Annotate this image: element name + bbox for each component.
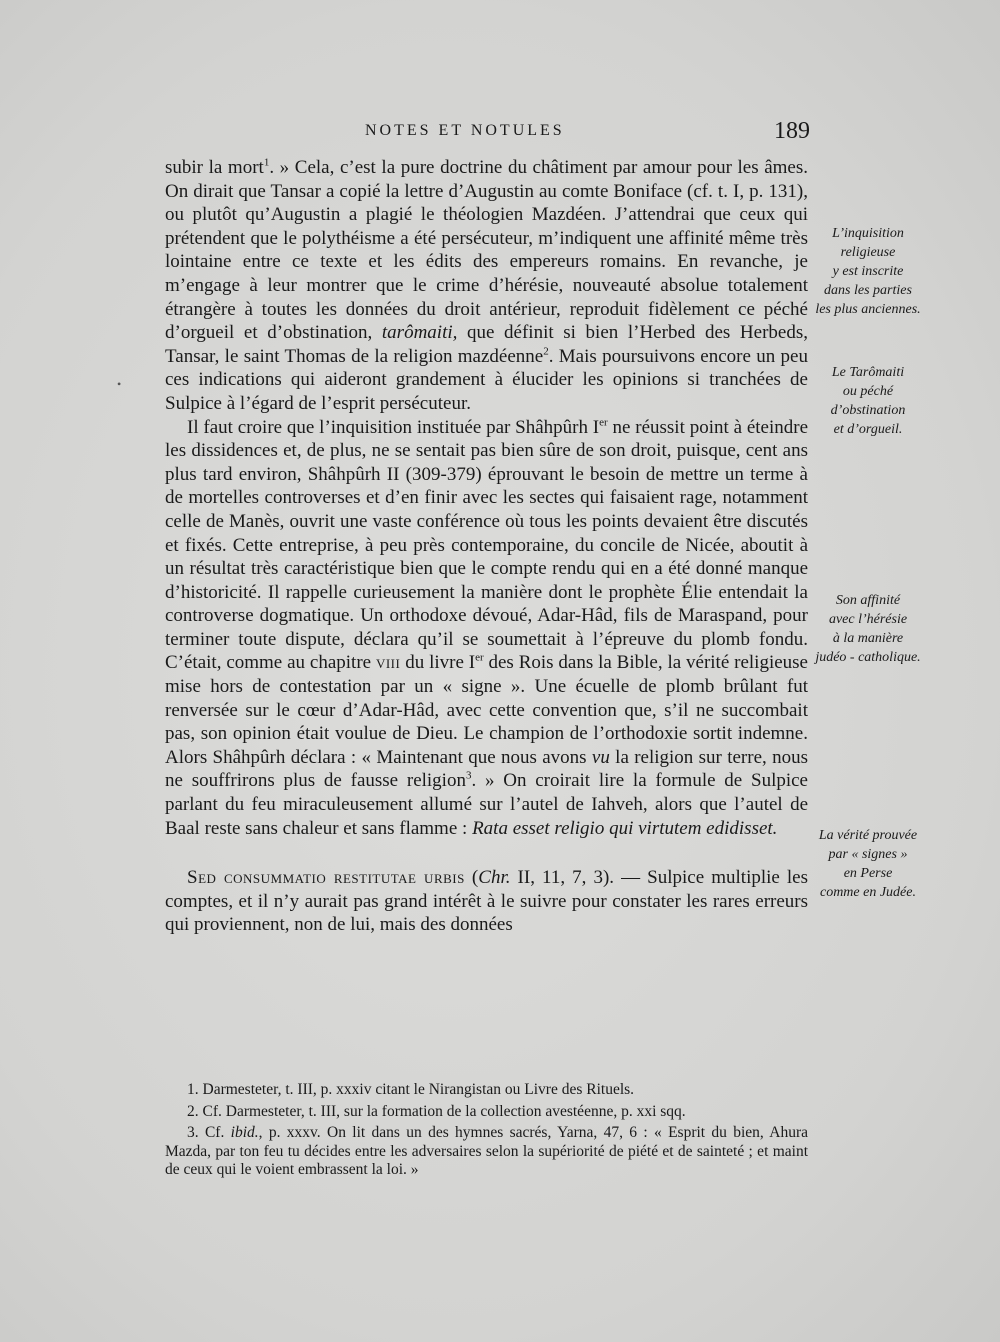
- term-taromaiti: tarômaiti,: [381, 322, 458, 344]
- footnote-ref-1: 1: [263, 156, 270, 169]
- page-number: 189: [774, 118, 810, 144]
- running-title: NOTES ET NOTULES: [365, 122, 565, 139]
- footnote-ref-3: 3: [465, 770, 472, 783]
- latin-quote: Rata esset religio qui virtutem edidisset.: [472, 817, 778, 839]
- margin-note-2: Le Tarômaiti ou péché d’obstination et d’orgueil.: [830, 365, 906, 437]
- footnotes: [165, 1081, 808, 1180]
- footnote-2: 2. Cf. Darmesteter, t. III, sur la formation de la collection avestéenne, p. xxi sqq.: [187, 1102, 686, 1120]
- main-text: [165, 156, 808, 937]
- margin-note-1: L’inquisition religieuse y est inscrite dans les parties les plus anciennes.: [815, 226, 921, 317]
- stray-mark: •: [117, 377, 122, 391]
- margin-note-3: Son affinité avec l’hérésie à la manière judéo - catholique.: [815, 593, 921, 665]
- chapter-numeral: viii: [375, 652, 401, 674]
- paragraph-1: subir la mort$^1$. » Cela, c’est la pure doctrine du châtiment par amour pour les âmes. On dirait que Tansar a copié la lettre d’Augustin au comte Boniface (cf. t. I, p. 131), ou plutôt qu’Augustin a plagié le théologien Mazdéen. J’attendrai que ceux qui prétendent que le polythéisme a été persécuteur, m’indiquent une affinité même très lointaine entre ce texte et les édits des empereurs romains. En revanche, je m’engage à leur montrer que le crime d’hérésie, nouveauté absolue totalement étrangère à toutes les données du droit antérieur, reproduit fidèlement ce péché d’orgueil et d’obstination, tarômaiti, que définit si bien l’Herbed des Herbeds, Tansar, le saint Thomas de la religion mazdéenne$^2$. Mais poursuivons encore un peu ces indications qui aideront grandement à élucider les opinions si tranchées de Sulpice à l’égard de l’esprit persécuteur.: [165, 156, 808, 414]
- paragraph-3: Sed consummatio restitutae urbis (Chr. II, 11, 7, 3). — Sulpice multiplie les comptes, et il n’y aurait pas grand intérêt à le suivre pour constater les rares erreurs qui proviennent, non de lui, mais des données: [165, 867, 809, 936]
- footnote-1: 1. Darmesteter, t. III, p. xxxiv citant le Nirangistan ou Livre des Rituels.: [187, 1081, 635, 1098]
- paragraph-2: Il faut croire que l’inquisition instituée par Shâhpûrh Ier ne réussit point à éteindre les dissidences et, de plus, ne se sentait pas bien sûre de son droit, puisque, cent ans plus tard environ, Shâhpûrh II (309-379) éprouvant le besoin de mettre un terme à de mortelles controverses et d’en finir avec les sectes qui faisaient rage, notamment celle de Manès, ouvrit une vaste conférence où tous les points devaient être discutés et fixés. Cette entreprise, à peu près contemporaine, du concile de Nicée, aboutit à un résultat très caractéristique bien que le compte rendu qui en a été donné manque d’historicité. Il rappelle curieusement la manière dont le prophète Élie entendait la controverse dogmatique. Un orthodoxe dévoué, Adar-Hâd, fils de Maraspand, pour terminer toute dispute, déclara qu’il se soumettait à l’épreuve du plomb fondu. C’était, comme au chapitre viii du livre Ier des Rois dans la Bible, la vérité religieuse mise hors de contestation par un « signe ». Une écuelle de plomb brûlant fut renversée sur le cœur d’Adar-Hâd, avec cette convention que, s’il ne succombait pas, son opinion était voulue de Dieu. Le champion de l’orthodoxie sortit indemne. Alors Shâhpûrh déclara : « Maintenant que nous avons vu la religion sur terre, nous ne souffrirons plus de fausse religion$^3$. » On croirait lire la formule de Sulpice parlant du feu miraculeusement allumé sur l’autel de Iahveh, alors que l’autel de Baal reste sans chaleur et sans flamme : Rata esset religio qui virtutem edidisset.: [165, 416, 809, 839]
- section-heading: Sed consummatio restitutae urbis: [187, 867, 465, 889]
- footnote-ref-2: 2: [543, 345, 549, 358]
- footnote-3: 3. Cf. ibid., p. xxxv. On lit dans un des hymnes sacrés, Yarna, 47, 6 : « Esprit du bien, Ahura Mazda, par ton feu tu décides entre les adversaires selon la supériorité de piété et de sainteté ; et maint de ceux qui le voient embrassent la loi. »: [165, 1124, 808, 1178]
- running-head: [165, 118, 810, 148]
- margin-note-4: La vérité prouvée par « signes » en Perse comme en Judée.: [818, 828, 918, 900]
